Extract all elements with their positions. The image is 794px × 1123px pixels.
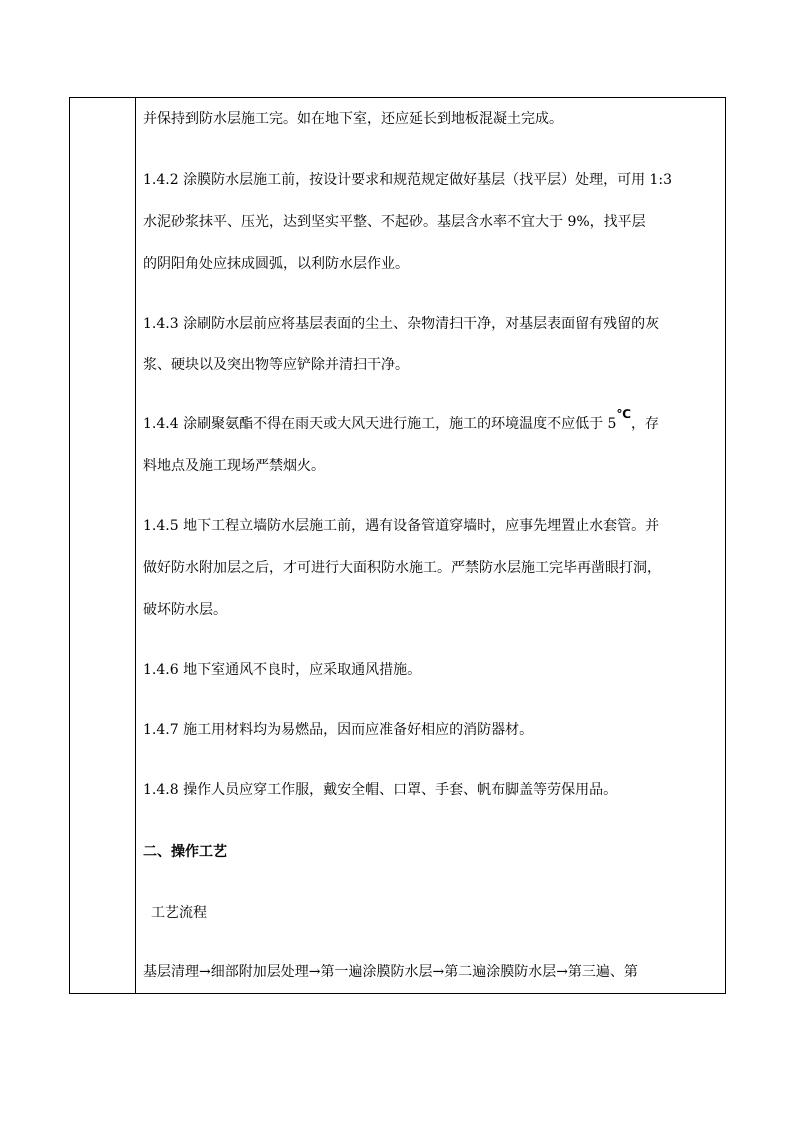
text-line: 水泥砂浆抹平、压光，达到坚实平整、不起砂。基层含水率不宜大于 9%，找平层 <box>143 214 646 230</box>
text-line: 1.4.5 地下工程立墙防水层施工前，遇有设备管道穿墙时，应事先埋置止水套管。并 <box>143 518 660 534</box>
text-line: 浆、硬块以及突出物等应铲除并清扫干净。 <box>143 357 409 373</box>
text-line: 并保持到防水层施工完。如在地下室，还应延长到地板混凝土完成。 <box>143 111 563 127</box>
text-line: 基层清理→细部附加层处理→第一遍涂膜防水层→第二遍涂膜防水层→第三遍、第 <box>143 964 638 980</box>
text-line: 料地点及施工现场严禁烟火。 <box>143 458 325 474</box>
content-table <box>69 97 726 994</box>
text-segment: ，存 <box>630 416 659 432</box>
degree-celsius-symbol: ℃ <box>616 407 631 421</box>
text-line: 做好防水附加层之后，才可进行大面积防水施工。严禁防水层施工完毕再凿眼打洞， <box>143 560 661 576</box>
text-line: 破坏防水层。 <box>143 602 227 618</box>
text-line: 1.4.8 操作人员应穿工作服，戴安全帽、口罩、手套、帆布脚盖等劳保用品。 <box>143 782 618 798</box>
section-heading: 二、操作工艺 <box>143 844 227 860</box>
text-line: 1.4.7 施工用材料均为易燃品，因而应准备好相应的消防器材。 <box>143 722 534 738</box>
text-line: 1.4.6 地下室通风不良时，应采取通风措施。 <box>143 662 422 678</box>
column-divider <box>135 98 136 993</box>
subsection-heading: 工艺流程 <box>151 905 207 921</box>
text-line: 1.4.3 涂刷防水层前应将基层表面的尘土、杂物清扫干净，对基层表面留有残留的灰 <box>143 316 660 332</box>
text-line: 的阴阳角处应抹成圆弧，以利防水层作业。 <box>143 256 409 272</box>
text-segment: 1.4.4 涂刷聚氨酯不得在雨天或大风天进行施工，施工的环境温度不应低于 5 <box>143 416 617 432</box>
text-line <box>143 407 659 434</box>
text-line: 1.4.2 涂膜防水层施工前，按设计要求和规范规定做好基层（找平层）处理，可用 1:3 <box>143 172 673 188</box>
